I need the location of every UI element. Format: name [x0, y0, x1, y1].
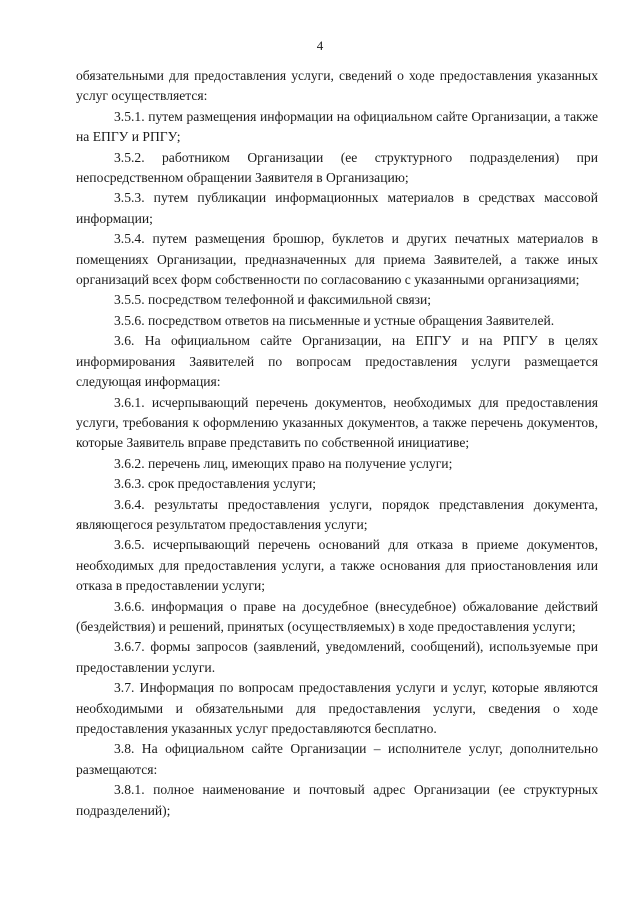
paragraph: 3.7. Информация по вопросам предоставления услуги и услуг, которые являются необходимыми и обязательными для предоставления услуги, сведения о ходе предоставления указанных услуг предоставляются бесплатно. [76, 680, 598, 736]
paragraph: 3.6.3. срок предоставления услуги; [114, 476, 317, 492]
paragraph: 3.6.6. информация о праве на досудебное (внесудебное) обжалование действий (бездействия) и решений, принятых (осуществляемых) в ходе предоставления услуги; [76, 598, 598, 634]
paragraph: 3.5.4. путем размещения брошюр, буклетов и других печатных материалов в помещениях Организации, предназначенных для приема Заявителей, а также иных организаций всех форм собственности по согласованию с указанными организациями; [76, 231, 598, 288]
paragraph: 3.5.3. путем публикации информационных материалов в средствах массовой информации; [76, 190, 598, 226]
paragraph: 3.5.2. работником Организации (ее структурного подразделения) при непосредственном обращении Заявителя в Организацию; [76, 149, 598, 186]
paragraph: 3.6.4. результаты предоставления услуги, порядок представления документа, являющегося результатом предоставления услуги; [76, 496, 598, 532]
paragraph: 3.6.7. формы запросов (заявлений, уведомлений, сообщений), используемые при предоставлении услуги. [76, 639, 598, 675]
paragraph: 3.8.1. полное наименование и почтовый адрес Организации (ее структурных подразделений); [76, 782, 598, 818]
paragraph: 3.8. На официальном сайте Организации – исполнителе услуг, дополнительно размещаются: [76, 741, 598, 777]
paragraph: 3.6.2. перечень лиц, имеющих право на получение услуги; [114, 455, 453, 471]
paragraph: 3.5.1. путем размещения информации на официальном сайте Организации, а также на ЕПГУ и РПГУ; [76, 108, 598, 145]
paragraph: 3.6.5. исчерпывающий перечень оснований для отказа в приеме документов, необходимых для предоставления услуги, а также основания для приостановления или отказа в предоставлении услуги; [76, 537, 598, 594]
paragraph: 3.6. На официальном сайте Организации, на ЕПГУ и на РПГУ в целях информирования Заявителей по вопросам предоставления услуги размещается следующая информация: [76, 333, 598, 390]
page-number: 4 [316, 38, 324, 53]
paragraph: обязательными для предоставления услуги, сведений о ходе предоставления указанных услуг осуществляется: [76, 68, 598, 104]
paragraph: 3.5.5. посредством телефонной и факсимильной связи; [114, 292, 432, 308]
paragraph: 3.6.1. исчерпывающий перечень документов, необходимых для предоставления услуги, требования к оформлению указанных документов, а также перечень документов, которые Заявитель вправе представить по собственной инициативе; [76, 394, 598, 451]
page-body [76, 66, 598, 821]
paragraph: 3.5.6. посредством ответов на письменные и устные обращения Заявителей. [114, 312, 555, 328]
